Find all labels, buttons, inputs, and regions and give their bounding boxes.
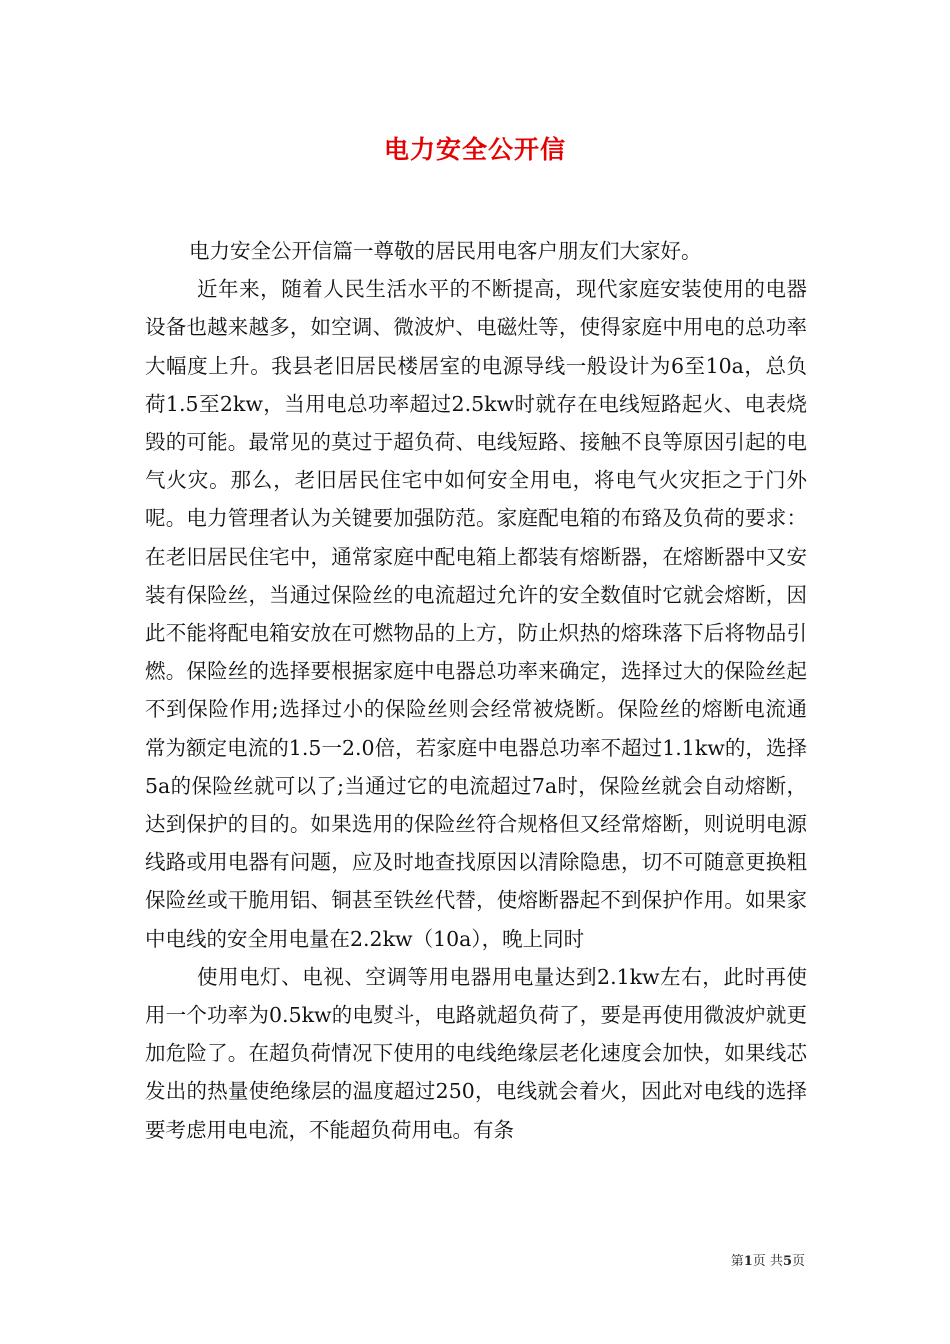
document-title: 电力安全公开信 xyxy=(383,135,566,164)
paragraph-main: 近年来，随着人民生活水平的不断提高，现代家庭安装使用的电器设备也越来越多，如空调、微波炉、电磁灶等，使得家庭中用电的总功率大幅度上升。我县老旧居民楼居室的电源导线一般设计为6至10a，总负荷1.5至2kw，当用电总功率超过2.5kw时就存在电线短路起火、电表烧毁的可能。最常见的莫过于超负荷、电线短路、接触不良等原因引起的电气火灾。那么，老旧居民住宅中如何安全用电，将电气火灾拒之于门外呢。电力管理者认为关键要加强防范。家庭配电箱的布臵及负荷的要求：在老旧居民住宅中，通常家庭中配电箱上都装有熔断器，在熔断器中又安装有保险丝，当通过保险丝的电流超过允许的安全数值时它就会熔断，因此不能将配电箱安放在可燃物品的上方，防止炽热的熔珠落下后将物品引燃。保险丝的选择要根据家庭中电器总功率来确定，选择过大的保险丝起不到保险作用;选择过小的保险丝则会经常被烧断。保险丝的熔断电流通常为额定电流的1.5一2.0倍，若家庭中电器总功率不超过1.1kw的，选择5a的保险丝就可以了;当通过它的电流超过7a时，保险丝就会自动熔断，达到保护的目的。如果选用的保险丝符合规格但又经常熔断，则说明电源线路或用电器有问题，应及时地查找原因以清除隐患，切不可随意更换粗保险丝或干脆用铝、铜甚至铁丝代替，使熔断器起不到保护作用。如果家中电线的安全用电量在2.2kw（10a），晚上同时 xyxy=(145,277,807,951)
footer-middle: 页 共 xyxy=(752,1254,783,1269)
footer-prefix: 第 xyxy=(730,1254,744,1269)
document-body xyxy=(145,232,807,1149)
paragraph-continued: 使用电灯、电视、空调等用电器用电量达到2.1kw左右，此时再使用一个功率为0.5kw的电熨斗，电路就超负荷了，要是再使用微波炉就更加危险了。在超负荷情况下使用的电线绝缘层老化速度会加快，如果线芯发出的热量使绝缘层的温度超过250，电线就会着火，因此对电线的选择要考虑用电电流，不能超负荷用电。有条 xyxy=(145,964,807,1142)
paragraph-intro: 电力安全公开信篇一尊敬的居民用电客户朋友们大家好。 xyxy=(189,239,702,263)
page-number-footer xyxy=(731,1250,805,1269)
footer-current-page: 1 xyxy=(743,1254,753,1269)
footer-total-pages: 5 xyxy=(782,1254,792,1269)
footer-suffix: 页 xyxy=(791,1254,805,1269)
